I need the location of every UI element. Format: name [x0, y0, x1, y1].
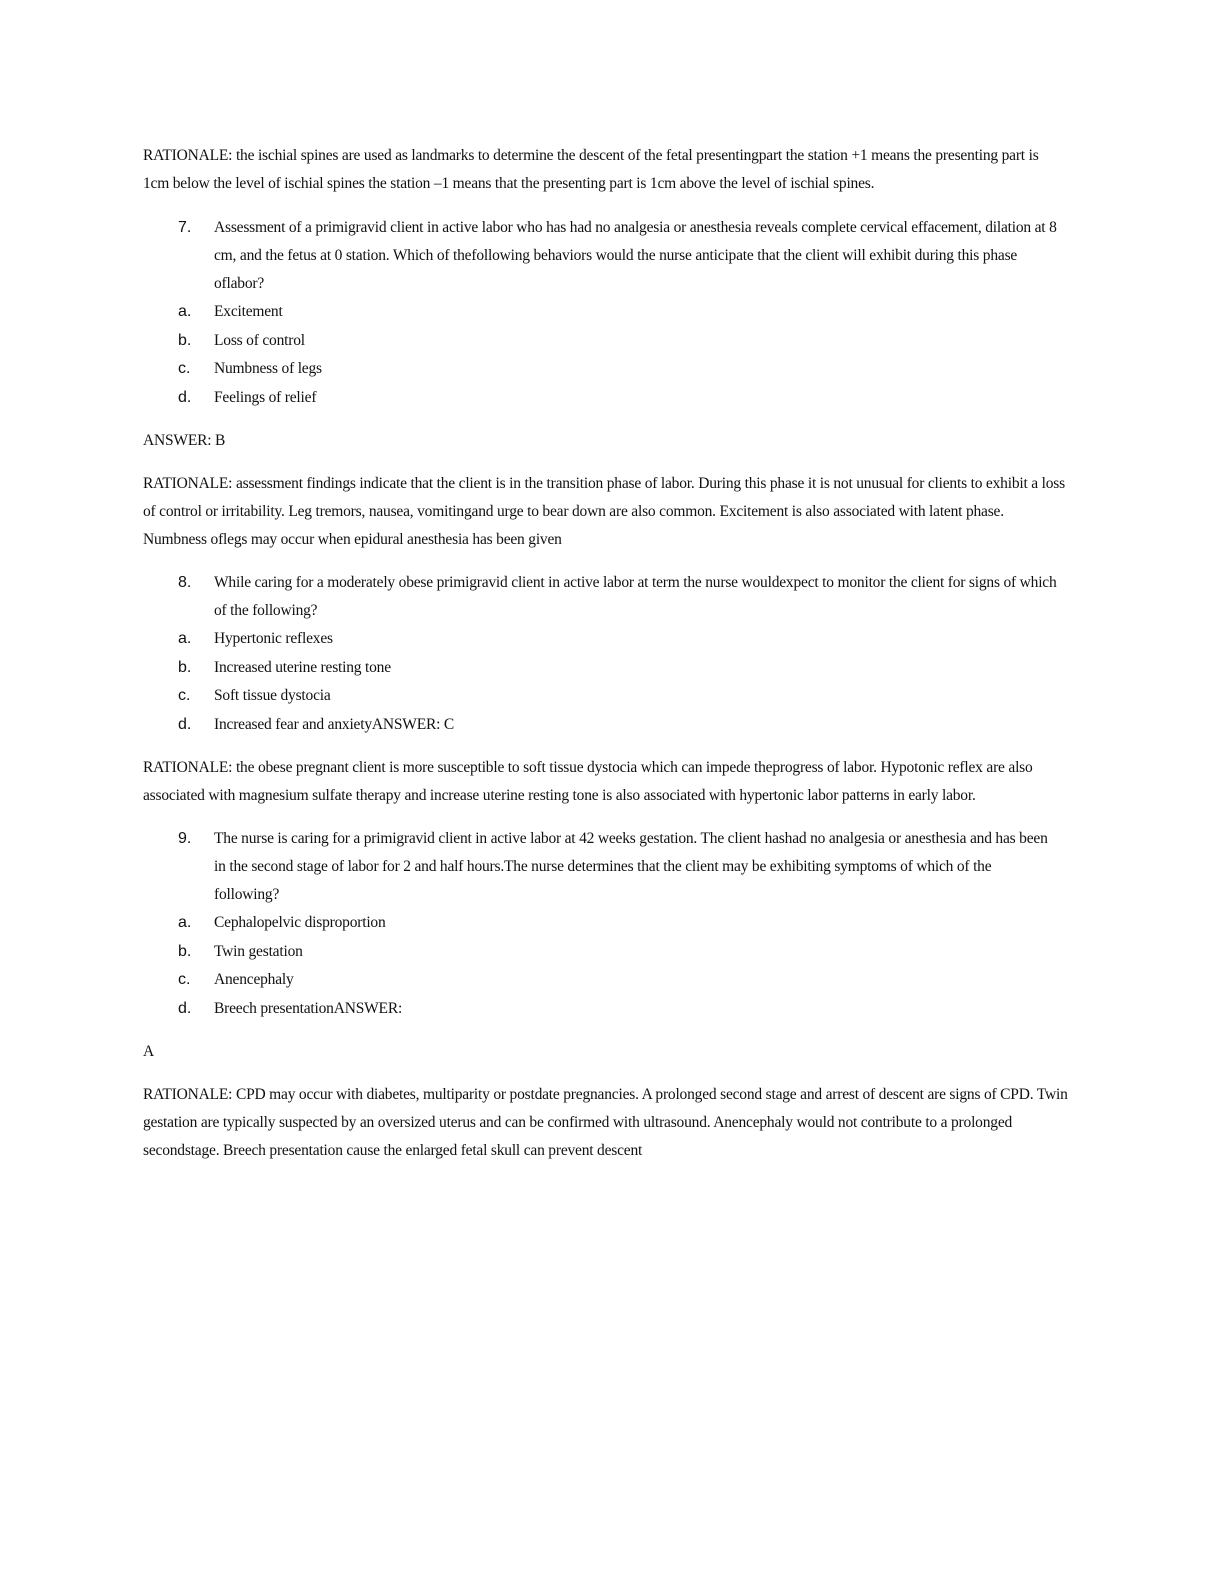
option-letter: b.: [178, 331, 192, 349]
option-text: Excitement: [214, 303, 283, 320]
option-letter: a.: [178, 303, 192, 320]
option-c: [178, 682, 1058, 711]
option-b: [178, 654, 1058, 683]
option-b: [178, 327, 1058, 356]
question-stem: [178, 569, 1058, 625]
question-7: [178, 214, 1058, 412]
option-letter: d.: [178, 388, 192, 406]
option-d: [178, 711, 1058, 740]
option-letter: a.: [178, 914, 192, 931]
option-letter: c.: [178, 360, 191, 377]
question-8: [178, 569, 1058, 739]
question-number: 7.: [178, 219, 192, 236]
option-text: Anencephaly: [214, 971, 294, 988]
option-text: Breech presentationANSWER:: [214, 999, 403, 1017]
option-letter: c.: [178, 971, 191, 988]
option-a: [178, 909, 1058, 938]
question-stem: [178, 825, 1058, 909]
option-text: Twin gestation: [214, 942, 303, 960]
rationale-q9: RATIONALE: CPD may occur with diabetes, multiparity or postdate pregnancies. A prolonged second stage and arrest of descent are signs of CPD. Twin gestation are typically suspected by an oversized uterus and can be confirmed with ultrasound. Anencephaly would not contribute to a prolonged secondstage. Breech presentation cause the enlarged fetal skull can prevent descent: [143, 1086, 1068, 1159]
option-letter: b.: [178, 942, 192, 960]
rationale-q6: RATIONALE: the ischial spines are used as landmarks to determine the descent of the fetal presentingpart the station +1 means the presenting part is 1cm below the level of ischial spines the station –1 means that the presenting part is 1cm above the level of ischial spines.: [143, 147, 1039, 192]
option-text: Feelings of relief: [214, 388, 317, 406]
option-text: Increased uterine resting tone: [214, 658, 391, 676]
question-text: The nurse is caring for a primigravid client in active labor at 42 weeks gestation. The client hashad no analgesia or anesthesia and has been in the second stage of labor for 2 and half hours.The nurse determines that the client may be exhibiting symptoms of which of the following?: [214, 830, 1048, 903]
option-text: Soft tissue dystocia: [214, 687, 331, 704]
option-letter: d.: [178, 999, 192, 1017]
option-text: Hypertonic reflexes: [214, 630, 333, 647]
answer-q7: ANSWER: B: [143, 432, 226, 449]
option-text: Loss of control: [214, 331, 305, 349]
option-d: [178, 995, 1058, 1024]
rationale-q7: RATIONALE: assessment findings indicate that the client is in the transition phase of labor. During this phase it is not unusual for clients to exhibit a loss of control or irritability. Leg tremors, nausea, vomitingand urge to bear down are also common. Excitement is also associated with latent phase. Numbness oflegs may occur when epidural anesthesia has been given: [143, 475, 1065, 548]
option-a: [178, 298, 1058, 327]
question-number: 9.: [178, 830, 192, 847]
question-stem: [178, 214, 1058, 298]
option-c: [178, 355, 1058, 384]
option-d: [178, 384, 1058, 413]
question-9: [178, 825, 1058, 1023]
option-c: [178, 966, 1058, 995]
rationale-q8: RATIONALE: the obese pregnant client is more susceptible to soft tissue dystocia which can impede theprogress of labor. Hypotonic reflex are also associated with magnesium sulfate therapy and increase uterine resting tone is also associated with hypertonic labor patterns in early labor.: [143, 759, 1033, 804]
answer-q9: A: [143, 1043, 154, 1060]
option-letter: c.: [178, 687, 191, 704]
option-text: Increased fear and anxietyANSWER: C: [214, 715, 455, 733]
option-letter: b.: [178, 658, 192, 676]
question-text: Assessment of a primigravid client in active labor who has had no analgesia or anesthesia reveals complete cervical effacement, dilation at 8 cm, and the fetus at 0 station. Which of thefollowing behaviors would the nurse anticipate that the client will exhibit during this phase oflabor?: [214, 219, 1057, 292]
option-text: Numbness of legs: [214, 360, 322, 377]
option-letter: a.: [178, 630, 192, 647]
option-letter: d.: [178, 715, 192, 733]
question-text: While caring for a moderately obese primigravid client in active labor at term the nurse wouldexpect to monitor the client for signs of which of the following?: [214, 574, 1057, 619]
option-text: Cephalopelvic disproportion: [214, 914, 386, 931]
option-a: [178, 625, 1058, 654]
option-b: [178, 938, 1058, 967]
question-number: 8.: [178, 574, 192, 591]
